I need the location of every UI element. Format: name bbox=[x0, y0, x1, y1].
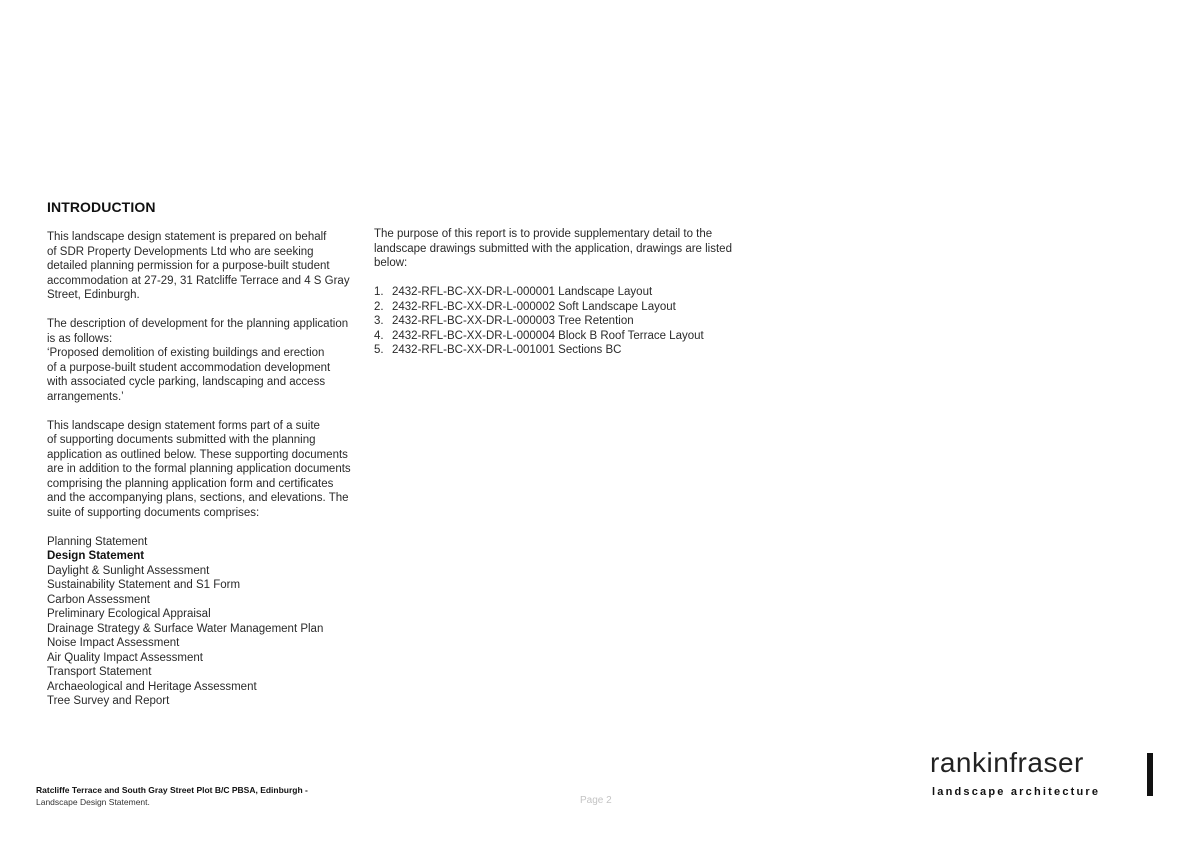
text-line: The purpose of this report is to provide supplementary detail to the bbox=[374, 228, 713, 240]
drawing-item bbox=[374, 343, 754, 358]
text-line: arrangements.’ bbox=[47, 390, 124, 403]
text-line: is as follows: bbox=[47, 332, 113, 345]
text-line: detailed planning permission for a purpose-built student bbox=[47, 260, 330, 272]
text-line: with associated cycle parking, landscaping and access bbox=[47, 376, 326, 388]
list-item: Noise Impact Assessment bbox=[47, 637, 180, 649]
text-line: This landscape design statement is prepared on behalf bbox=[47, 231, 327, 243]
drawing-number: 1. bbox=[374, 286, 384, 298]
text-line: below: bbox=[374, 257, 408, 269]
intro-paragraph bbox=[47, 230, 359, 303]
text-line: of SDR Property Developments Ltd who are seeking bbox=[47, 245, 314, 258]
drawing-item bbox=[374, 329, 754, 344]
development-description-paragraph bbox=[47, 317, 359, 404]
footer-project-title: Ratcliffe Terrace and South Gray Street Plot B/C PBSA, Edinburgh - bbox=[36, 785, 308, 795]
text-line: application as outlined below. These supporting documents bbox=[47, 448, 348, 461]
drawings-list bbox=[374, 285, 754, 358]
drawing-number: 4. bbox=[374, 329, 384, 342]
list-item: Archaeological and Heritage Assessment bbox=[47, 680, 257, 693]
drawing-item bbox=[374, 300, 754, 315]
page-number: Page 2 bbox=[580, 795, 612, 806]
right-column bbox=[374, 227, 754, 358]
text-line: and the accompanying plans, sections, and elevations. The bbox=[47, 492, 349, 504]
company-logo-wordmark: rankinfraser bbox=[930, 747, 1084, 778]
list-item: Transport Statement bbox=[47, 666, 152, 678]
list-item: Preliminary Ecological Appraisal bbox=[47, 608, 211, 620]
list-item: Daylight & Sunlight Assessment bbox=[47, 564, 210, 577]
drawing-title: 2432-RFL-BC-XX-DR-L-000002 Soft Landscape Layout bbox=[392, 300, 676, 313]
supporting-documents-paragraph bbox=[47, 419, 359, 521]
drawing-title: 2432-RFL-BC-XX-DR-L-000004 Block B Roof Terrace Layout bbox=[392, 329, 704, 342]
list-item: Drainage Strategy & Surface Water Management Plan bbox=[47, 622, 324, 635]
logo-bar-icon bbox=[1147, 753, 1153, 796]
text-line: landscape drawings submitted with the application, drawings are listed bbox=[374, 242, 732, 255]
drawing-number: 5. bbox=[374, 344, 384, 356]
drawing-title: 2432-RFL-BC-XX-DR-L-000001 Landscape Layout bbox=[392, 286, 653, 298]
supporting-documents-list bbox=[47, 535, 359, 709]
drawing-number: 3. bbox=[374, 315, 384, 327]
text-line: comprising the planning application form and certificates bbox=[47, 477, 334, 490]
list-item: Carbon Assessment bbox=[47, 593, 150, 606]
drawing-item bbox=[374, 285, 754, 300]
text-line: This landscape design statement forms part of a suite bbox=[47, 419, 320, 432]
drawing-title: 2432-RFL-BC-XX-DR-L-000003 Tree Retention bbox=[392, 315, 634, 327]
footer-document-name: Landscape Design Statement. bbox=[36, 797, 150, 807]
list-item: Air Quality Impact Assessment bbox=[47, 651, 203, 664]
list-item: Planning Statement bbox=[47, 535, 148, 548]
text-line: Street, Edinburgh. bbox=[47, 289, 140, 301]
list-item: Tree Survey and Report bbox=[47, 695, 170, 707]
purpose-paragraph bbox=[374, 227, 754, 271]
text-line: ‘Proposed demolition of existing buildings and erection bbox=[47, 347, 325, 359]
left-column bbox=[47, 230, 359, 709]
text-line: suite of supporting documents comprises: bbox=[47, 506, 260, 519]
text-line: are in addition to the formal planning application documents bbox=[47, 463, 351, 475]
section-heading: INTRODUCTION bbox=[47, 199, 156, 215]
text-line: of supporting documents submitted with the planning bbox=[47, 434, 316, 446]
drawing-title: 2432-RFL-BC-XX-DR-L-001001 Sections BC bbox=[392, 344, 622, 356]
list-item: Sustainability Statement and S1 Form bbox=[47, 579, 241, 591]
drawing-number: 2. bbox=[374, 300, 384, 313]
company-logo-tagline: landscape architecture bbox=[932, 786, 1101, 798]
drawing-item bbox=[374, 314, 754, 329]
text-line: accommodation at 27-29, 31 Ratcliffe Terrace and 4 S Gray bbox=[47, 274, 350, 287]
text-line: of a purpose-built student accommodation development bbox=[47, 361, 331, 374]
list-item-current: Design Statement bbox=[47, 550, 145, 562]
text-line: The description of development for the planning application bbox=[47, 318, 349, 330]
